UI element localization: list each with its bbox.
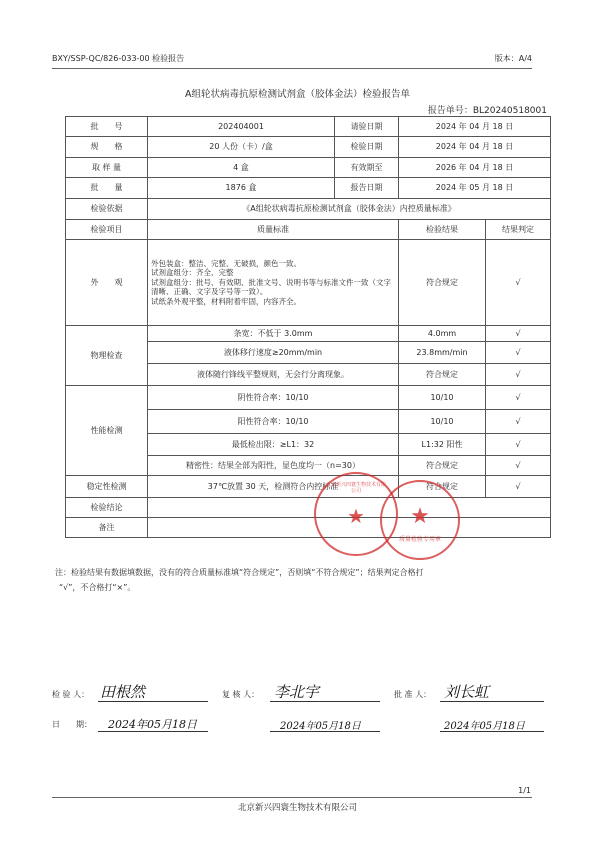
stability-result: 符合规定 xyxy=(399,476,486,498)
performance-row-1 xyxy=(66,386,551,410)
reviewer-line xyxy=(270,701,380,702)
appearance-line-2: 试剂盒组分：齐全、完整 xyxy=(151,268,234,278)
approver-label: 批 准 人： xyxy=(394,690,432,699)
physical-label: 物理检查 xyxy=(66,326,148,386)
appearance-result: 符合规定 xyxy=(399,240,486,326)
col-header-item: 检验项目 xyxy=(66,220,148,240)
sample-label: 取 样 量 xyxy=(66,158,148,178)
page-number: 1/1 xyxy=(518,786,531,795)
appearance-label: 外 观 xyxy=(66,240,148,326)
document-code: BXY/SSP-QC/826-033-00 检验报告 xyxy=(52,54,185,63)
physical-result-3: 符合规定 xyxy=(399,364,486,386)
remarks-label: 备注 xyxy=(66,518,148,538)
batch-value: 202404001 xyxy=(148,117,335,137)
spec-label: 规 格 xyxy=(66,137,148,158)
qc-seal-stamp xyxy=(380,480,460,560)
inspection-report-table xyxy=(65,116,551,538)
expiry-value: 2026 年 04 月 18 日 xyxy=(399,158,551,178)
conclusion-row xyxy=(66,498,551,518)
test-date-label: 检验日期 xyxy=(335,137,399,158)
appearance-row xyxy=(66,240,551,326)
inspect-date-value: 2024 年 04 月 18 日 xyxy=(399,117,551,137)
performance-standard-1: 阴性符合率：10/10 xyxy=(148,386,399,410)
physical-standard-1: 条宽：不低于 3.0mm xyxy=(148,326,399,342)
performance-judge-2: √ xyxy=(486,410,551,434)
appearance-line-1: 外包装盒：整洁、完整、无破损，颜色一致。 xyxy=(151,259,301,269)
date-line-2 xyxy=(270,731,380,732)
footer-divider xyxy=(52,797,532,798)
company-seal-star-icon: ★ xyxy=(347,504,365,528)
performance-standard-4: 精密性：结果全部为阳性，显色度均一（n=30） xyxy=(148,456,399,476)
remarks-row xyxy=(66,518,551,538)
performance-result-3: L1:32 阳性 xyxy=(399,434,486,456)
report-date-label: 报告日期 xyxy=(335,178,399,199)
date-label: 日 期： xyxy=(52,720,92,729)
reviewer-date: 2024年05月18日 xyxy=(280,721,361,732)
info-row-1 xyxy=(66,117,551,137)
reviewer-label: 复 核 人： xyxy=(222,690,260,699)
qty-value: 1876 盒 xyxy=(148,178,335,199)
report-number: 报告单号：BL20240518001 xyxy=(427,106,547,116)
batch-label: 批 号 xyxy=(66,117,148,137)
approver-signature: 刘长虹 xyxy=(444,683,490,701)
physical-standard-2: 液体移行速度≥20mm/min xyxy=(148,342,399,364)
physical-result-1: 4.0mm xyxy=(399,326,486,342)
appearance-line-4: 试纸条外观平整，材料附着牢固，内容齐全。 xyxy=(151,296,301,306)
report-title: A组轮状病毒抗原检测试剂盒（胶体金法）检验报告单 xyxy=(185,89,410,100)
company-seal-text: 北京新兴四寰生物技术有限公司 xyxy=(326,482,387,494)
physical-judge-2: √ xyxy=(486,342,551,364)
note-block xyxy=(55,565,545,595)
test-date-value: 2024 年 04 月 18 日 xyxy=(399,137,551,158)
physical-standard-3: 液体随行锋线平整规则，无会行分离现象。 xyxy=(148,364,399,386)
performance-standard-3: 最低检出限：≥L1：32 xyxy=(148,434,399,456)
info-row-4 xyxy=(66,178,551,199)
performance-result-1: 10/10 xyxy=(399,386,486,410)
info-row-3 xyxy=(66,158,551,178)
document-header xyxy=(52,53,532,67)
qty-label: 批 量 xyxy=(66,178,148,199)
col-header-standard: 质量标准 xyxy=(148,220,399,240)
inspector-line xyxy=(98,701,208,702)
inspector-date: 2024年05月18日 xyxy=(108,718,197,731)
appearance-line-3: 试剂盒组分：批号、有效期、批准文号、说明书等与标准文件一致（文字清晰、正确、文字及字号等一致）。 xyxy=(151,277,391,297)
col-header-judgement: 结果判定 xyxy=(486,220,551,240)
physical-judge-3: √ xyxy=(486,364,551,386)
stability-standard: 37℃放置 30 天，检测符合内控标准 xyxy=(148,476,399,498)
date-row xyxy=(52,712,552,732)
report-date-value: 2024 年 05 月 18 日 xyxy=(399,178,551,199)
qc-seal-star-icon: ★ xyxy=(410,504,430,529)
basis-label: 检验依据 xyxy=(66,199,148,220)
physical-result-2: 23.8mm/min xyxy=(399,342,486,364)
appearance-judge: √ xyxy=(486,240,551,326)
approver-date: 2024年05月18日 xyxy=(444,721,525,732)
conclusion-label: 检验结论 xyxy=(66,498,148,518)
col-header-result: 检验结果 xyxy=(399,220,486,240)
performance-label: 性能检测 xyxy=(66,386,148,476)
stability-row xyxy=(66,476,551,498)
document-version: 版本：A/4 xyxy=(494,54,532,63)
stability-label: 稳定性检测 xyxy=(66,476,148,498)
reviewer-signature: 李北宇 xyxy=(274,683,320,701)
date-line-3 xyxy=(440,731,544,732)
date-line-1 xyxy=(98,731,208,732)
performance-judge-3: √ xyxy=(486,434,551,456)
sample-value: 4 盒 xyxy=(148,158,335,178)
basis-row xyxy=(66,199,551,220)
info-row-2 xyxy=(66,137,551,158)
note-line-1: 注：检验结果有数据填数据，没有的符合质量标准填“符合规定”，否则填“不符合规定”；结果判定合格打 xyxy=(55,568,424,577)
qc-seal-text: 质量检验专用章 xyxy=(398,536,441,543)
physical-judge-1: √ xyxy=(486,326,551,342)
performance-result-4: 符合规定 xyxy=(399,456,486,476)
column-header-row xyxy=(66,220,551,240)
expiry-label: 有效期至 xyxy=(335,158,399,178)
inspect-date-label: 请验日期 xyxy=(335,117,399,137)
appearance-standard xyxy=(148,240,399,326)
inspector-label: 检 验 人： xyxy=(52,690,90,699)
performance-judge-4: √ xyxy=(486,456,551,476)
signature-row xyxy=(52,682,552,702)
basis-value: 《A组轮状病毒抗原检测试剂盒（胶体金法）内控质量标准》 xyxy=(148,199,551,220)
physical-row-1 xyxy=(66,326,551,342)
company-name: 北京新兴四寰生物技术有限公司 xyxy=(237,803,357,813)
spec-value: 20 人份（卡）/盒 xyxy=(148,137,335,158)
approver-line xyxy=(440,701,544,702)
performance-standard-2: 阳性符合率：10/10 xyxy=(148,410,399,434)
stability-judge: √ xyxy=(486,476,551,498)
performance-result-2: 10/10 xyxy=(399,410,486,434)
header-divider xyxy=(52,68,532,69)
note-line-2: “√”，不合格打“×”。 xyxy=(59,583,136,593)
performance-judge-1: √ xyxy=(486,386,551,410)
inspector-signature: 田根然 xyxy=(100,683,146,701)
